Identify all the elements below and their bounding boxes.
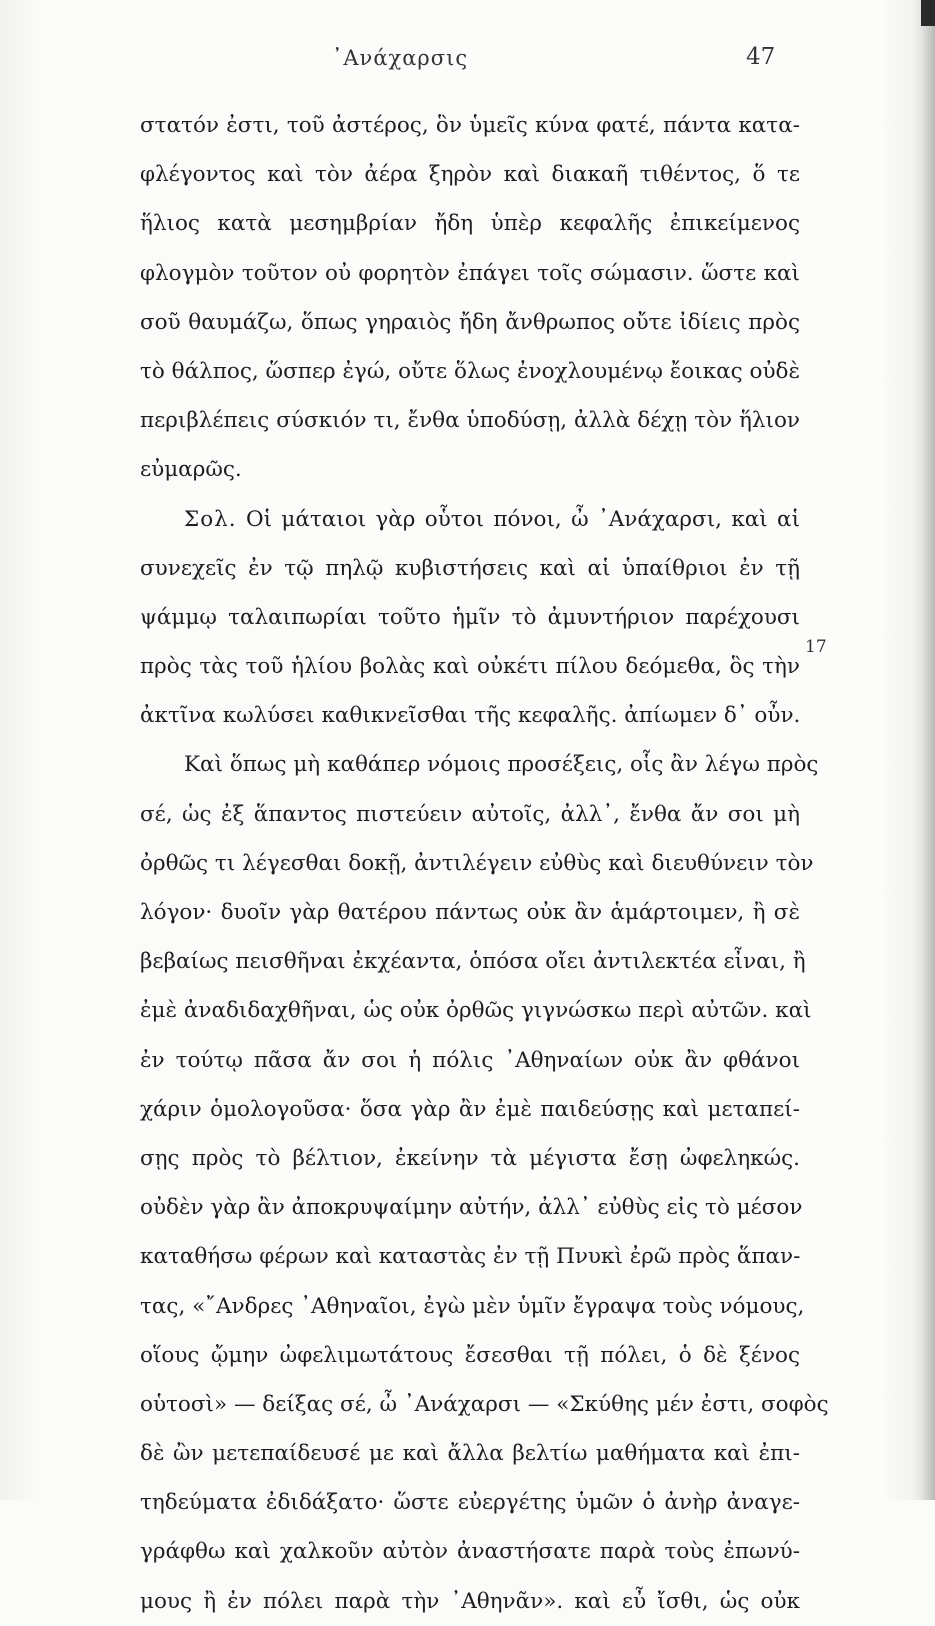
text-line: δὲ ὢν μετεπαίδευσέ με καὶ ἄλλα βελτίω μαθήματα καὶ ἐπι- — [140, 1441, 800, 1467]
scan-corner-mark — [921, 0, 935, 26]
text-line: τηδεύματα ἐδιδάξατο· ὥστε εὐεργέτης ὑμῶν ὁ ἀνὴρ ἀναγε- — [140, 1490, 800, 1516]
speech-text: Οἱ μάταιοι γὰρ οὗτοι πόνοι, ὦ ᾿Ανάχαρσι, καὶ αἱ — [245, 506, 800, 532]
text-line: πρὸς τὰς τοῦ ἡλίου βολὰς καὶ οὐκέτι πίλου δεόμεθα, ὃς τὴν — [140, 654, 800, 680]
speech-line — [140, 495, 800, 544]
text-line: ἐν τούτῳ πᾶσα ἄν σοι ἡ πόλις ᾿Αθηναίων οὐκ ἂν φθάνοι — [140, 1047, 800, 1073]
text-line: ἥλιος κατὰ μεσημβρίαν ἤδη ὑπὲρ κεφαλῆς ἐπικείμενος — [140, 211, 800, 237]
text-line: μους ἢ ἐν πόλει παρὰ τὴν ᾿Αθηνᾶν». καὶ εὖ ἴσθι, ὡς οὐκ — [140, 1588, 800, 1614]
page-number: 47 — [746, 44, 776, 70]
text-line: γράφθω καὶ χαλκοῦν αὐτὸν ἀναστήσατε παρὰ τοὺς ἐπωνύ- — [140, 1539, 800, 1565]
text-line: περιβλέπεις σύσκιόν τι, ἔνθα ὑποδύσῃ, ἀλλὰ δέχῃ τὸν ἥλιον — [140, 408, 800, 434]
text-line: εὐμαρῶς. — [140, 457, 242, 483]
page-edge-shadow — [913, 0, 935, 1500]
text-line: ψάμμῳ ταλαιπωρίαι τοῦτο ἡμῖν τὸ ἀμυντήριον παρέχουσι — [140, 604, 800, 630]
text-line: σοῦ θαυμάζω, ὅπως γηραιὸς ἤδη ἄνθρωπος οὔτε ἰδίεις πρὸς — [140, 309, 800, 335]
text-line: σῃς πρὸς τὸ βέλτιον, ἐκείνην τὰ μέγιστα ἔσῃ ὠφεληκώς. — [140, 1145, 800, 1171]
text-line: οἵους ᾤμην ὠφελιμωτάτους ἔσεσθαι τῇ πόλει, ὁ δὲ ξένος — [140, 1342, 800, 1368]
text-line: χάριν ὁμολογοῦσα· ὅσα γὰρ ἂν ἐμὲ παιδεύσῃς καὶ μεταπεί- — [140, 1096, 800, 1122]
text-line: καταθήσω φέρων καὶ καταστὰς ἐν τῇ Πνυκὶ ἐρῶ πρὸς ἅπαν- — [140, 1244, 801, 1270]
text-line: συνεχεῖς ἐν τῷ πηλῷ κυβιστήσεις καὶ αἱ ὑπαίθριοι ἐν τῇ — [140, 555, 800, 581]
text-line: τὸ θάλπος, ὥσπερ ἐγώ, οὔτε ὅλως ἐνοχλουμένῳ ἔοικας οὐδὲ — [140, 358, 800, 384]
speaker-label: Σολ. — [184, 506, 237, 532]
text-line: σέ, ὡς ἐξ ἅπαντος πιστεύειν αὐτοῖς, ἀλλ᾿, ἔνθα ἄν σοι μὴ — [140, 801, 800, 827]
text-line: ἀκτῖνα κωλύσει καθικνεῖσθαι τῆς κεφαλῆς. ἀπίωμεν δ᾿ οὖν. — [140, 703, 801, 729]
margin-section-number: 17 — [805, 637, 827, 657]
paragraph-first-line: Καὶ ὅπως μὴ καθάπερ νόμοις προσέξεις, οἷς ἂν λέγω πρὸς — [184, 752, 819, 778]
text-line: στατόν ἐστι, τοῦ ἀστέρος, ὃν ὑμεῖς κύνα φατέ, πάντα κατα- — [140, 113, 800, 138]
text-line: ἐμὲ ἀναδιδαχθῆναι, ὡς οὐκ ὀρθῶς γιγνώσκω περὶ αὐτῶν. καὶ — [140, 998, 812, 1024]
text-line: οὑτοσὶ» — δείξας σέ, ὦ ᾿Ανάχαρσι — «Σκύθης μέν ἐστι, σοφὸς — [140, 1391, 829, 1417]
text-line: λόγον· δυοῖν γὰρ θατέρου πάντως οὐκ ἂν ἁμάρτοιμεν, ἢ σὲ — [140, 900, 800, 925]
text-line: οὐδὲν γὰρ ἂν ἀποκρυψαίμην αὐτήν, ἀλλ᾿ εὐθὺς εἰς τὸ μέσον — [140, 1195, 803, 1221]
text-line: φλέγοντος καὶ τὸν ἀέρα ξηρὸν καὶ διακαῆ τιθέντος, ὅ τε — [140, 162, 800, 188]
text-line: φλογμὸν τοῦτον οὐ φορητὸν ἐπάγει τοῖς σώμασιν. ὥστε καὶ — [140, 260, 800, 286]
running-head: ᾿Ανάχαρσις — [331, 46, 469, 70]
text-line: τας, «῎Ανδρες ᾿Αθηναῖοι, ἐγὼ μὲν ὑμῖν ἔγραψα τοὺς νόμους, — [140, 1293, 805, 1319]
text-line: βεβαίως πεισθῆναι ἐκχέαντα, ὁπόσα οἴει ἀντιλεκτέα εἶναι, ἢ — [140, 949, 806, 975]
text-line: ὀρθῶς τι λέγεσθαι δοκῇ, ἀντιλέγειν εὐθὺς καὶ διευθύνειν τὸν — [140, 850, 814, 876]
